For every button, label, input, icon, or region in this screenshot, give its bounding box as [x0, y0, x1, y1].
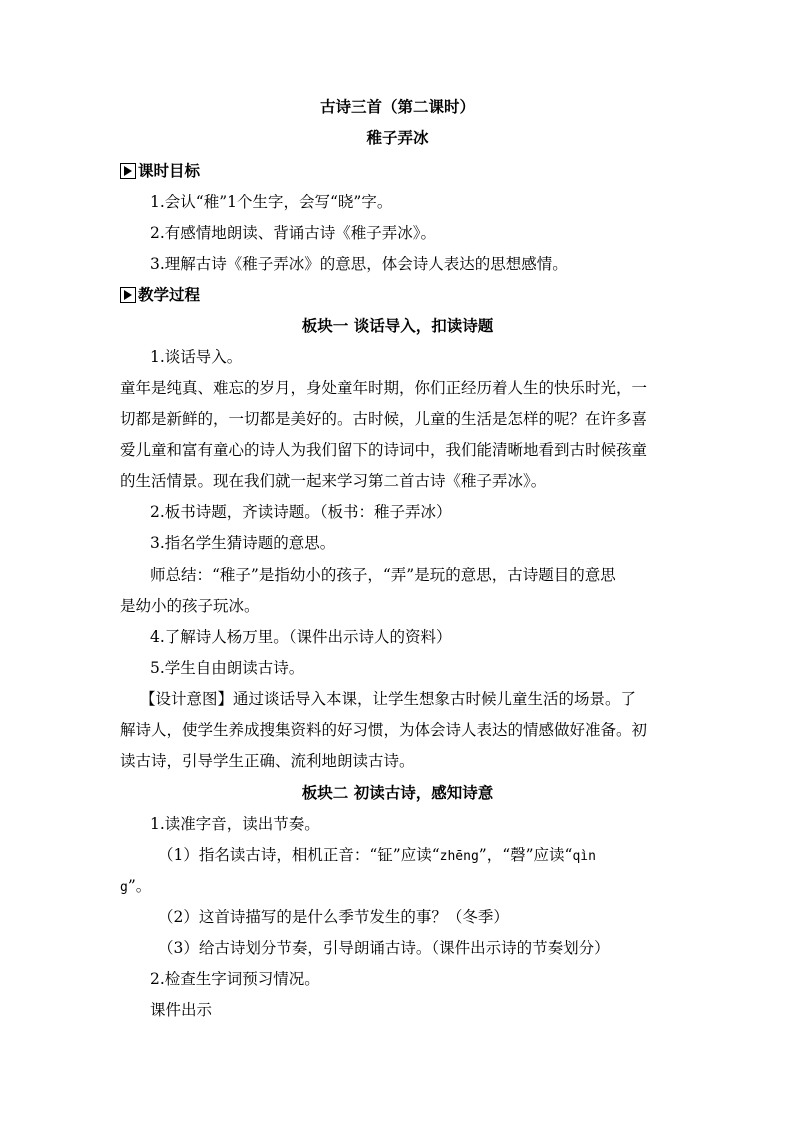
goal-item: 3.理解古诗《稚子弄冰》的意思，体会诗人表达的思想感情。 [150, 255, 568, 273]
step-item: 2.检查生字词预习情况。 [150, 970, 320, 988]
pinyin: qìn [572, 849, 596, 864]
goal-item: 2.有感情地朗读、背诵古诗《稚子弄冰》。 [150, 224, 437, 242]
step-item: 5.学生自由朗读古诗。 [150, 659, 305, 677]
step-item: 2.板书诗题，齐读诗题。（板书：稚子弄冰） [150, 503, 452, 521]
paragraph-line: 是幼小的孩子玩冰。 [120, 597, 260, 615]
sub-step-item [158, 845, 708, 867]
text-span: （1）指名读古诗，相机正音：“钲”应读“ [158, 846, 440, 864]
paragraph-line: 爱儿童和富有童心的诗人为我们留下的诗词中，我们能清晰地看到古时候孩童 [120, 441, 648, 459]
text-span: ”。 [127, 877, 152, 895]
sub-step-item: （3）给古诗划分节奏，引导朗诵古诗。（课件出示诗的节奏划分） [158, 939, 610, 957]
step-item: 1.谈话导入。 [150, 348, 243, 366]
goal-item: 1.会认“稚”1个生字，会写“晓”字。 [150, 193, 393, 211]
paragraph-line: 的生活情景。现在我们就一起来学习第二首古诗《稚子弄冰》。 [120, 472, 547, 490]
step-item: 课件出示 [150, 1001, 213, 1019]
step-item: 4.了解诗人杨万里。（课件出示诗人的资料） [150, 628, 452, 646]
section-heading-label: 课时目标 [138, 161, 201, 180]
block-title: 板块二 初读古诗，感知诗意 [301, 783, 494, 802]
paragraph-line: 读古诗，引导学生正确、流利地朗读古诗。 [120, 752, 415, 770]
sub-step-continuation [120, 876, 670, 898]
step-item: 1.读准字音，读出节奏。 [150, 815, 320, 833]
section-heading-process [120, 285, 670, 305]
pinyin: zhēng [439, 849, 479, 864]
play-triangle-icon [120, 163, 136, 179]
paragraph-line: 解诗人，使学生养成搜集资料的好习惯，为体会诗人表达的情感做好准备。初 [120, 721, 648, 739]
play-triangle-icon [120, 287, 136, 303]
section-heading-goals [120, 161, 670, 181]
paragraph-line: 童年是纯真、难忘的岁月，身处童年时期，你们正经历着人生的快乐时光，一 [120, 379, 648, 397]
step-item: 3.指名学生猜诗题的意思。 [150, 534, 336, 552]
block-title: 板块一 谈话导入，扣读诗题 [301, 316, 494, 335]
text-span: ”，“磬”应读“ [478, 846, 573, 864]
page-title: 古诗三首（第二课时） [319, 97, 475, 116]
paragraph-line: 【设计意图】通过谈话导入本课，让学生想象古时候儿童生活的场景。了 [140, 690, 637, 708]
section-heading-label: 教学过程 [138, 285, 201, 304]
pinyin: g [120, 880, 128, 895]
paragraph-line: 师总结：“稚子”是指幼小的孩子，“弄”是玩的意思，古诗题目的意思 [150, 566, 616, 584]
sub-step-item: （2）这首诗描写的是什么季节发生的事？（冬季） [158, 908, 509, 926]
poem-title: 稚子弄冰 [366, 128, 429, 147]
paragraph-line: 切都是新鲜的，一切都是美好的。古时候，儿童的生活是怎样的呢？在许多喜 [120, 410, 648, 428]
